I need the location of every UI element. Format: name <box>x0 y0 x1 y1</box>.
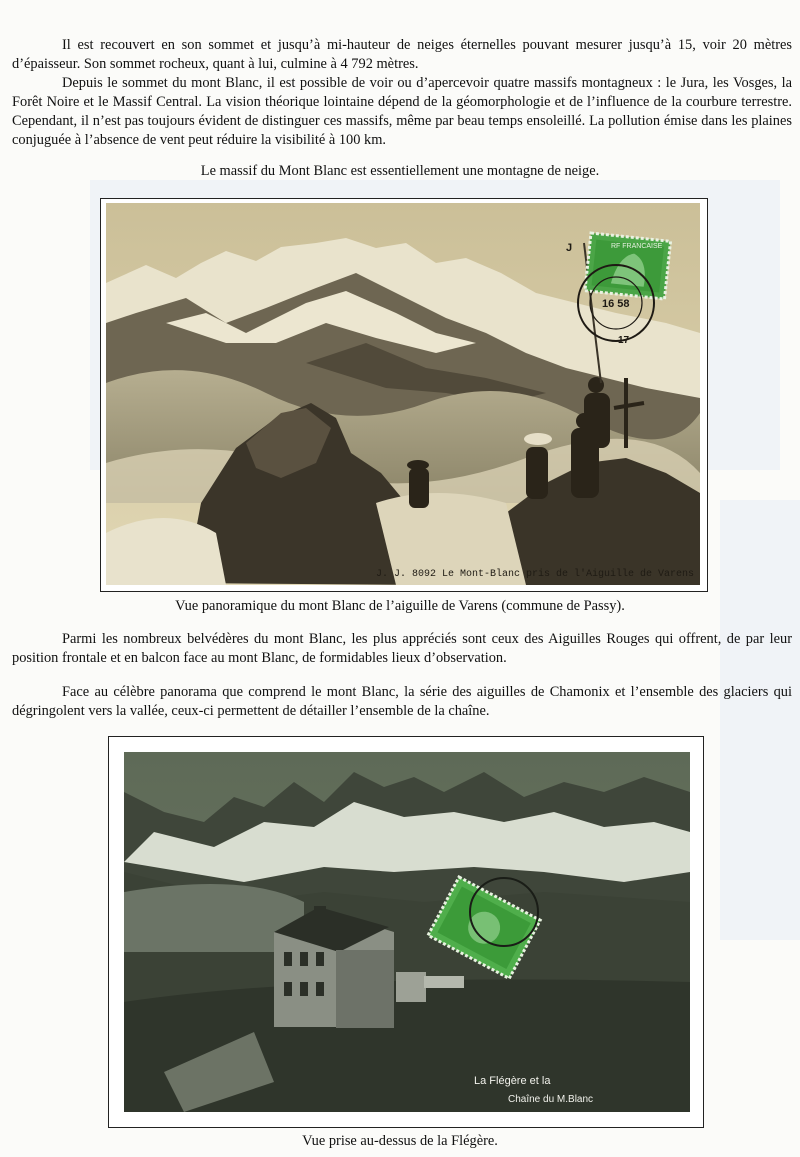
card-caption-line-1: La Flégère et la <box>474 1075 551 1087</box>
postcard-mont-blanc-varens <box>106 203 700 585</box>
postcard-flegere <box>124 752 690 1112</box>
postmark-time: 16 58 <box>602 298 630 310</box>
caption-postcard-1: Vue panoramique du mont Blanc de l’aiguille de Varens (commune de Passy). <box>175 598 625 614</box>
paragraph-1: Il est recouvert en son sommet et jusqu’à mi-hauteur de neiges éternelles pouvant mesurer jusqu’à 15, voir 20 mètres d’épaisseur. Son sommet rocheux, quant à lui, culmine à 4 792 mètres. <box>12 37 792 72</box>
svg-text:J: J <box>566 242 573 254</box>
caption-postcard-2: Vue prise au-dessus de la Flégère. <box>302 1133 498 1149</box>
card-caption-line-2: Chaîne du M.Blanc <box>508 1094 594 1105</box>
paragraph-2: Depuis le sommet du mont Blanc, il est possible de voir ou d’apercevoir quatre massifs montagneux : le Jura, les Vosges, la Forêt Noire et le Massif Central. La vision théorique lointaine dépend de la géomorphologie et de l’influence de la courbure terrestre. Cependant, il n’est pas toujours évident de distinguer ces massifs, même par beau temps ensoleillé. La pollution émise dans les plaines conjuguée à l’absence de vent peut réduire la visibilité à 100 km. <box>12 75 792 148</box>
paragraph-4: Face au célèbre panorama que comprend le mont Blanc, la série des aiguilles de Chamonix et l’ensemble des glaciers qui dégringolent vers la vallée, ceux-ci permettent de détailler l’ensemble de la chaîne. <box>12 684 792 719</box>
printed-caption: J. J. 8092 Le Mont-Blanc pris de l'Aiguille de Varens <box>376 569 695 580</box>
stamp-label: RF FRANCAISE <box>611 243 663 250</box>
section-heading: Le massif du Mont Blanc est essentiellement une montagne de neige. <box>200 163 600 179</box>
postmark-year: 17 <box>618 335 630 346</box>
paragraph-3: Parmi les nombreux belvédères du mont Blanc, les plus appréciés sont ceux des Aiguilles Rouges qui offrent, de par leur position frontale et en balcon face au mont Blanc, de formidables lieux d’observation. <box>12 631 792 666</box>
